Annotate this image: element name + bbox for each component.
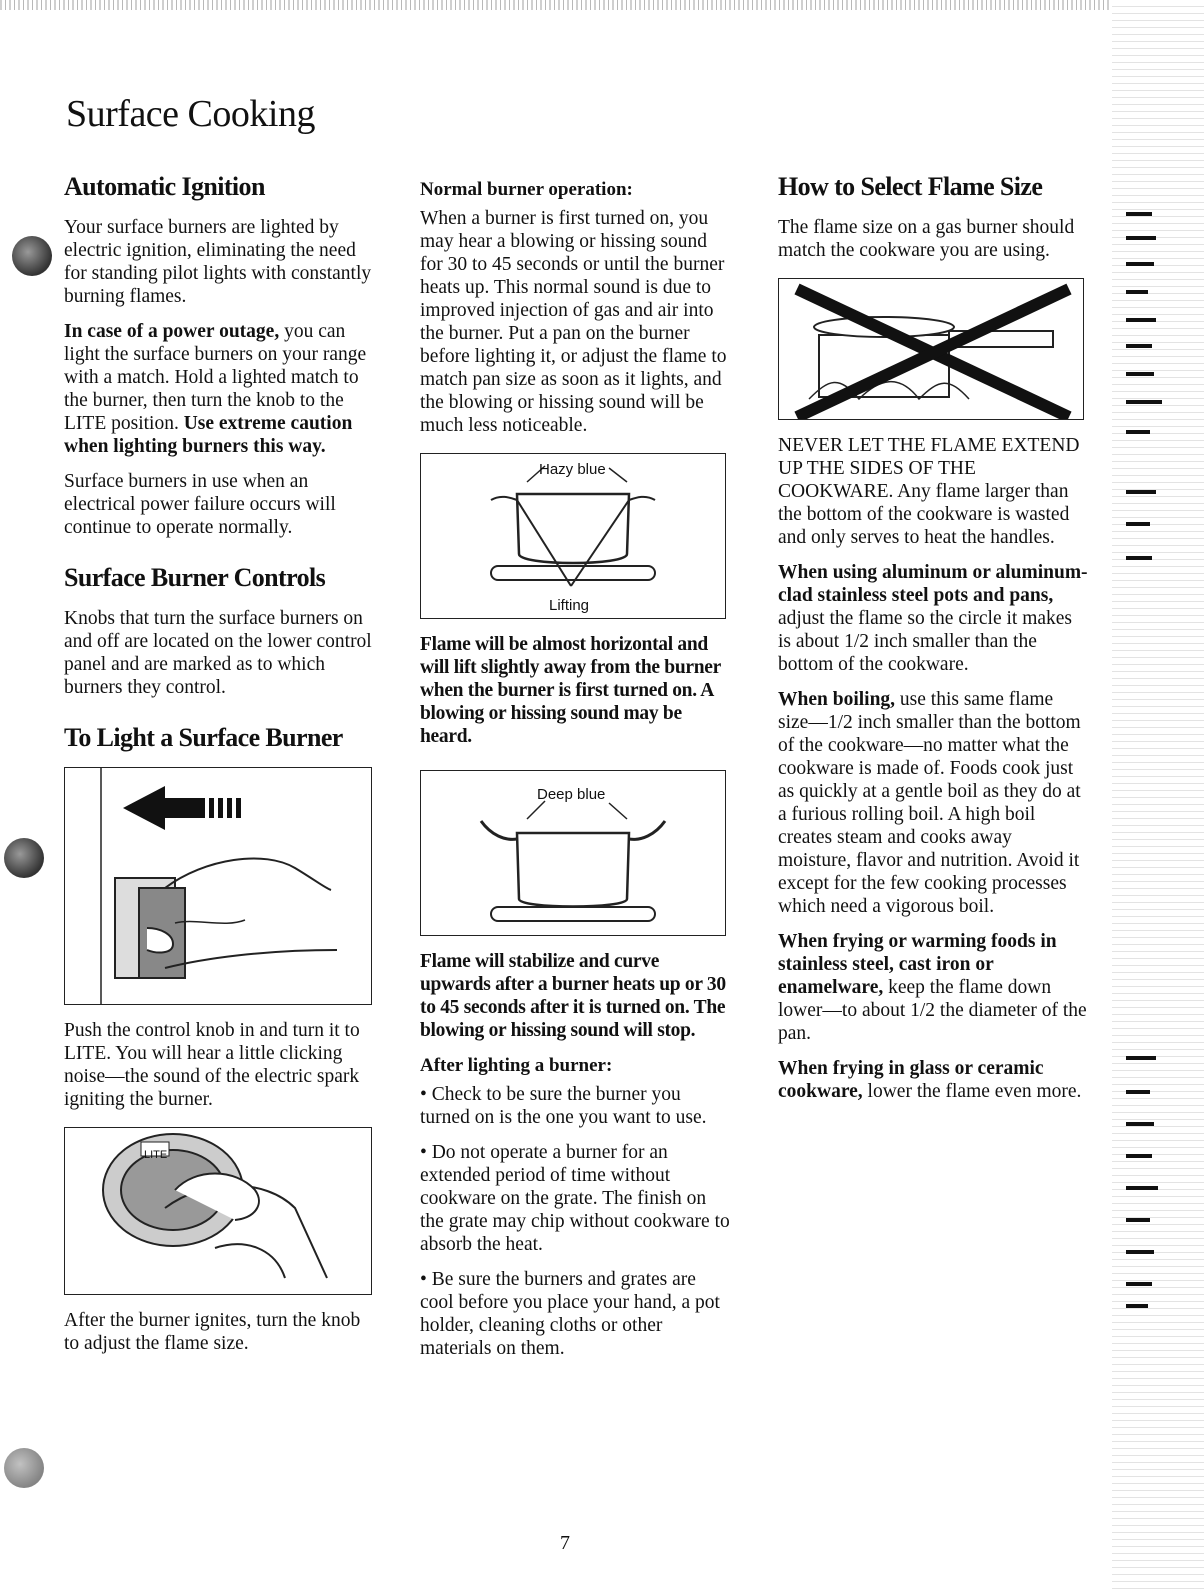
column-right [778,172,1088,1115]
scan-top-strip [0,0,1204,10]
aluminum-text: adjust the flame so the circle it makes is about 1/2 inch smaller than the bottom of the cookware. [778,608,1073,675]
after-ignite-caption: After the burner ignites, turn the knob to adjust the flame size. [64,1310,361,1354]
hazy-blue-caption: Flame will be almost horizontal and will lift slightly away from the burner when the burner is first turned on. A blowing or hissing sound may be heard. [420,634,721,747]
scan-right-edge [1112,0,1204,1592]
hazy-blue-label: Hazy blue [539,461,606,478]
edge-mark [1126,212,1152,216]
edge-mark [1126,236,1156,240]
edge-mark [1126,1282,1152,1286]
bullet-icon: • [420,1084,427,1105]
outage-lead: In case of a power outage, [64,321,280,342]
outage-caution: Use extreme caution when lighting burners this way. [64,413,353,457]
after-lighting-heading: After lighting a burner: [420,1055,613,1076]
burner-controls-text: Knobs that turn the surface burners on and off are located on the lower control panel and are marked as to which burners they control. [64,608,372,698]
flame-size-heading: How to Select Flame Size [778,172,1043,201]
frying-lead: When frying or warming foods in stainless steel, cast iron or enamelware, [778,931,1057,998]
push-knob-illustration [64,767,372,1005]
column-left [64,172,374,1367]
to-light-heading: To Light a Surface Burner [64,723,343,752]
power-outage-paragraph [64,320,374,458]
page-title: Surface Cooking [66,93,315,135]
bullet-item: • Check to be sure the burner you turned on is the one you want to use. [420,1084,707,1128]
lifting-label: Lifting [549,597,590,614]
power-failure-paragraph: Surface burners in use when an electrical power failure occurs will continue to operate normally. [64,471,336,538]
wrong-flame-illustration [778,278,1084,420]
page-number: 7 [560,1532,570,1554]
edge-mark [1126,1154,1152,1158]
edge-mark [1126,1090,1150,1094]
edge-mark [1126,344,1152,348]
edge-mark [1126,556,1152,560]
bullet-item: • Do not operate a burner for an extended period of time without cookware on the grate. The finish on the grate may chip without cookware to absorb the heat. [420,1142,730,1255]
edge-mark [1126,1218,1150,1222]
edge-mark [1126,318,1156,322]
edge-mark [1126,1056,1156,1060]
deep-blue-caption: Flame will stabilize and curve upwards after a burner heats up or 30 to 45 seconds after it is turned on. The blowing or hissing sound will stop. [420,951,726,1041]
edge-mark [1126,400,1162,404]
knob-lite-illustration [64,1127,372,1295]
frying-text: keep the flame down lower—to about 1/2 the diameter of the pan. [778,977,1087,1044]
binder-hole [4,1448,44,1488]
bullet-item: • Be sure the burners and grates are cool before you place your hand, a pot holder, cleaning cloths or other materials on them. [420,1269,720,1359]
edge-mark [1126,290,1148,294]
frying-paragraph [778,930,1088,1045]
aluminum-paragraph [778,561,1088,676]
edge-mark [1126,1304,1148,1308]
edge-mark [1126,1250,1154,1254]
boiling-paragraph [778,688,1088,918]
push-arrow-icon [123,786,205,830]
glass-paragraph [778,1057,1088,1103]
edge-mark [1126,262,1154,266]
column-middle [420,178,734,1372]
edge-mark [1126,430,1150,434]
binder-hole [12,236,52,276]
bullet-icon: • [420,1269,427,1290]
edge-mark [1126,490,1156,494]
aluminum-lead: When using aluminum or aluminum-clad stainless steel pots and pans, [778,562,1088,606]
normal-operation-heading: Normal burner operation: [420,179,633,200]
burner-controls-heading: Surface Burner Controls [64,563,326,592]
never-let-flame-text: NEVER LET THE FLAME EXTEND UP THE SIDES OF THE COOKWARE. Any flame larger than the bottom of the cookware is wasted and only serves to heat the handles. [778,435,1080,548]
bullet-icon: • [420,1142,427,1163]
knob-lite-label: LITE [144,1149,168,1161]
flame-size-intro: The flame size on a gas burner should match the cookware you are using. [778,217,1075,261]
glass-lead: When frying in glass or ceramic cookware, [778,1058,1044,1102]
push-knob-caption: Push the control knob in and turn it to LITE. You will hear a little clicking noise—the sound of the electric spark igniting the burner. [64,1020,360,1110]
edge-mark [1126,522,1150,526]
boiling-lead: When boiling, [778,689,896,710]
edge-mark [1126,1122,1154,1126]
edge-mark [1126,1186,1158,1190]
automatic-ignition-heading: Automatic Ignition [64,172,265,201]
hazy-blue-flame-diagram [420,453,726,619]
boiling-text: use this same flame size—1/2 inch smaller than the bottom of the cookware—no matter what the cookware is made of. Foods cook just as quickly at a gentle boil as they do at a furious rolling boil. A high boil creates steam and cooks away moisture, flavor and nutrition. Avoid it except for the few cooking processes which need a vigorous boil. [778,689,1081,917]
deep-blue-label: Deep blue [537,786,606,803]
edge-mark [1126,372,1154,376]
glass-text: lower the flame even more. [862,1081,1082,1102]
outage-text: you can light the surface burners on your range with a match. Hold a lighted match to the burner, then turn the knob to the LITE position. [64,321,367,434]
normal-operation-text: When a burner is first turned on, you may hear a blowing or hissing sound for 30 to 45 seconds or until the burner heats up. This normal sound is due to improved injection of gas and air into the burner. Put a pan on the burner before lighting it, or adjust the flame to match pan size as soon as it lights, and the blowing or hissing sound will be much less noticeable. [420,208,727,436]
deep-blue-flame-diagram [420,770,726,936]
binder-hole [4,838,44,878]
ignition-intro: Your surface burners are lighted by electric ignition, eliminating the need for standing pilot lights with constantly burning flames. [64,217,372,307]
